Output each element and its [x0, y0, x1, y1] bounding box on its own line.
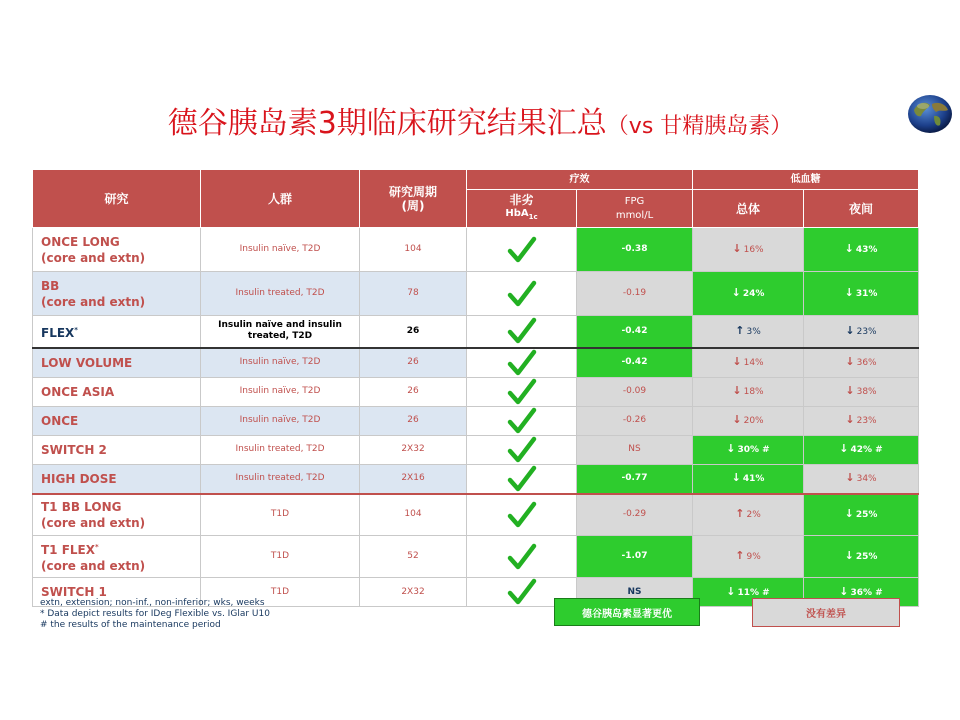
header-duration-line2: (周) — [401, 198, 425, 213]
population-cell — [201, 494, 360, 536]
study-name — [33, 536, 201, 578]
header-duration — [360, 170, 467, 228]
hypo-percent: 20% — [743, 416, 764, 426]
non-inferior-check — [467, 406, 577, 435]
study-name-text: SWITCH 2 — [41, 442, 107, 457]
header-non-inferior — [467, 190, 577, 228]
footnote-2: * Data depict results for IDeg Flexible vs. IGlar U10 — [40, 609, 270, 619]
hypo-percent: 41% — [742, 474, 765, 484]
slide-title — [0, 98, 960, 142]
hypo-percent: 16% — [743, 245, 764, 255]
non-inferior-check — [467, 348, 577, 378]
arrow-down-icon: ↓ — [844, 549, 854, 562]
fpg-value: -0.26 — [577, 406, 693, 435]
nocturnal-hypo-cell — [804, 228, 919, 272]
table-body — [33, 228, 919, 607]
header-hba1c-sub: 1c — [528, 213, 538, 221]
study-name — [33, 228, 201, 272]
population-text: T1D — [270, 586, 290, 597]
population-cell — [201, 406, 360, 435]
table-row — [33, 348, 919, 378]
arrow-down-icon: ↓ — [845, 384, 855, 397]
study-name — [33, 464, 201, 494]
arrow-down-icon: ↓ — [732, 413, 742, 426]
non-inferior-check — [467, 435, 577, 464]
population-text: Insulin naïve and insulin — [218, 320, 342, 331]
duration-weeks: 26 — [360, 348, 467, 378]
population-cell — [201, 536, 360, 578]
study-name-text: T1 FLEX — [41, 543, 96, 557]
hypo-percent: 36% — [856, 358, 877, 368]
study-name — [33, 377, 201, 406]
hypo-percent: 38% — [856, 387, 877, 397]
population-cell — [201, 377, 360, 406]
table-row — [33, 494, 919, 536]
overall-hypo-cell — [693, 228, 804, 272]
duration-weeks: 78 — [360, 272, 467, 316]
study-name — [33, 435, 201, 464]
population-cell — [201, 435, 360, 464]
nocturnal-hypo-cell — [804, 464, 919, 494]
hypo-percent: 25% — [855, 510, 878, 521]
hypo-percent: 25% — [855, 552, 878, 562]
arrow-down-icon: ↓ — [731, 471, 741, 484]
population-text-line2: treated, T2D — [247, 331, 313, 342]
study-footnote-marker: * — [74, 325, 78, 334]
arrow-down-icon: ↓ — [845, 355, 855, 368]
arrow-down-icon: ↓ — [731, 286, 741, 299]
arrow-down-icon: ↓ — [844, 242, 854, 255]
fpg-value: -0.29 — [577, 494, 693, 536]
header-hypoglycemia: 低血糖 — [693, 170, 919, 190]
hypo-percent: 11% # — [737, 587, 770, 598]
checkmark-icon — [467, 317, 576, 345]
checkmark-icon — [467, 236, 576, 264]
population-cell — [201, 464, 360, 494]
duration-weeks: 2X16 — [360, 464, 467, 494]
population-cell — [201, 316, 360, 348]
study-name-text: HIGH DOSE — [41, 471, 117, 486]
study-name-text: LOW VOLUME — [41, 355, 133, 370]
fpg-value: NS — [577, 578, 693, 607]
study-name-text: ONCE ASIA — [41, 384, 115, 399]
header-hba1c: HbA — [505, 208, 529, 219]
overall-hypo-cell — [693, 536, 804, 578]
header-fpg — [577, 190, 693, 228]
checkmark-icon — [467, 501, 576, 529]
population-text: Insulin naïve, T2D — [239, 244, 321, 254]
arrow-down-icon: ↓ — [732, 355, 742, 368]
non-inferior-check — [467, 228, 577, 272]
arrow-down-icon: ↓ — [732, 384, 742, 397]
non-inferior-check — [467, 494, 577, 536]
overall-hypo-cell — [693, 494, 804, 536]
arrow-down-icon: ↓ — [839, 584, 849, 598]
duration-weeks: 26 — [360, 377, 467, 406]
population-text: T1D — [270, 551, 290, 561]
study-subtitle: (core and extn) — [41, 294, 146, 309]
study-name-text: ONCE — [41, 413, 79, 428]
population-cell — [201, 272, 360, 316]
table-row — [33, 316, 919, 348]
legend-significant: 德谷胰岛素显著更优 — [554, 598, 700, 626]
globe-icon — [906, 92, 954, 134]
population-cell — [201, 348, 360, 378]
checkmark-icon — [467, 436, 576, 464]
arrow-down-icon: ↓ — [844, 507, 854, 521]
duration-weeks: 52 — [360, 536, 467, 578]
fpg-value: -0.38 — [577, 228, 693, 272]
table-row — [33, 536, 919, 578]
title-sub: （vs 甘精胰岛素） — [606, 114, 793, 139]
arrow-up-icon: ↑ — [735, 323, 745, 337]
hypo-percent: 42% # — [850, 445, 883, 455]
hypo-percent: 23% — [856, 416, 877, 426]
header-overall: 总体 — [693, 190, 804, 228]
hypo-percent: 43% — [855, 245, 878, 255]
arrow-down-icon: ↓ — [726, 584, 736, 598]
overall-hypo-cell — [693, 435, 804, 464]
nocturnal-hypo-cell — [804, 316, 919, 348]
hypo-percent: 2% — [746, 510, 761, 521]
duration-weeks: 2X32 — [360, 578, 467, 607]
nocturnal-hypo-cell — [804, 536, 919, 578]
arrow-down-icon: ↓ — [845, 471, 855, 484]
overall-hypo-cell — [693, 316, 804, 348]
header-fpg-line2: mmol/L — [615, 209, 654, 221]
header-study: 研究 — [33, 170, 201, 228]
footnote-3: # the results of the maintenance period — [40, 620, 221, 630]
arrow-down-icon: ↓ — [732, 242, 742, 255]
overall-hypo-cell — [693, 406, 804, 435]
non-inferior-check — [467, 536, 577, 578]
fpg-value: -0.19 — [577, 272, 693, 316]
duration-weeks: 104 — [360, 494, 467, 536]
study-footnote-marker: * — [95, 543, 99, 551]
population-text: Insulin treated, T2D — [235, 473, 325, 483]
nocturnal-hypo-cell — [804, 377, 919, 406]
arrow-down-icon: ↓ — [839, 442, 849, 455]
duration-weeks: 2X32 — [360, 435, 467, 464]
arrow-up-icon: ↑ — [735, 549, 745, 562]
population-text: Insulin naïve, T2D — [239, 386, 321, 396]
study-name-text: BB — [41, 278, 60, 293]
results-table — [32, 169, 919, 607]
study-name — [33, 494, 201, 536]
table-row — [33, 435, 919, 464]
hypo-percent: 24% — [742, 289, 765, 299]
fpg-value: -0.77 — [577, 464, 693, 494]
header-fpg-line1: FPG — [624, 195, 645, 207]
study-subtitle: (core and extn) — [41, 250, 146, 265]
study-name-text: ONCE LONG — [41, 234, 120, 249]
non-inferior-check — [467, 377, 577, 406]
fpg-value: -1.07 — [577, 536, 693, 578]
fpg-value: -0.42 — [577, 348, 693, 378]
checkmark-icon — [467, 280, 576, 308]
footnote-1: extn, extension; non-inf., non-inferior; wks, weeks — [40, 598, 265, 608]
nocturnal-hypo-cell — [804, 348, 919, 378]
duration-weeks: 26 — [360, 316, 467, 348]
hypo-percent: 9% — [746, 552, 761, 562]
overall-hypo-cell — [693, 348, 804, 378]
arrow-up-icon: ↑ — [735, 507, 745, 521]
title-main: 德谷胰岛素3期临床研究结果汇总 — [167, 106, 607, 141]
checkmark-icon — [467, 349, 576, 377]
duration-weeks: 26 — [360, 406, 467, 435]
study-name — [33, 272, 201, 316]
checkmark-icon — [467, 378, 576, 406]
hypo-percent: 14% — [743, 358, 764, 368]
checkmark-icon — [467, 407, 576, 435]
non-inferior-check — [467, 464, 577, 494]
checkmark-icon — [467, 465, 576, 493]
population-text: T1D — [270, 509, 290, 520]
overall-hypo-cell — [693, 272, 804, 316]
fpg-value: NS — [577, 435, 693, 464]
header-nocturnal: 夜间 — [804, 190, 919, 228]
table-row — [33, 377, 919, 406]
hypo-percent: 18% — [743, 387, 764, 397]
study-name — [33, 348, 201, 378]
header-population: 人群 — [201, 170, 360, 228]
hypo-percent: 23% — [856, 326, 877, 337]
population-text: Insulin treated, T2D — [235, 288, 325, 298]
overall-hypo-cell — [693, 377, 804, 406]
header-duration-line1: 研究周期 — [388, 184, 437, 199]
legend-no-difference: 没有差异 — [752, 598, 900, 627]
table-row — [33, 228, 919, 272]
table-row — [33, 406, 919, 435]
header-efficacy: 疗效 — [467, 170, 693, 190]
hypo-percent: 30% # — [737, 445, 770, 455]
table-row — [33, 272, 919, 316]
fpg-value: -0.09 — [577, 377, 693, 406]
study-name — [33, 406, 201, 435]
nocturnal-hypo-cell — [804, 272, 919, 316]
arrow-down-icon: ↓ — [845, 323, 855, 337]
arrow-down-icon: ↓ — [726, 442, 736, 455]
population-text: Insulin naïve, T2D — [239, 415, 321, 425]
population-text: Insulin naïve, T2D — [239, 357, 321, 367]
study-name-text: T1 BB LONG — [41, 499, 122, 514]
nocturnal-hypo-cell — [804, 406, 919, 435]
nocturnal-hypo-cell — [804, 494, 919, 536]
checkmark-icon — [467, 543, 576, 571]
hypo-percent: 34% — [856, 474, 877, 484]
overall-hypo-cell — [693, 464, 804, 494]
duration-weeks: 104 — [360, 228, 467, 272]
non-inferior-check — [467, 272, 577, 316]
study-name-text: SWITCH 1 — [41, 585, 107, 599]
study-name — [33, 316, 201, 348]
arrow-down-icon: ↓ — [845, 413, 855, 426]
arrow-down-icon: ↓ — [844, 286, 854, 299]
population-cell — [201, 228, 360, 272]
study-name-text: FLEX — [41, 325, 75, 340]
hypo-percent: 31% — [855, 289, 878, 299]
non-inferior-check — [467, 316, 577, 348]
nocturnal-hypo-cell — [804, 435, 919, 464]
hypo-percent: 3% — [746, 326, 761, 337]
table-row — [33, 464, 919, 494]
hypo-percent: 36% # — [850, 587, 883, 598]
header-non-inferior-label: 非劣 — [509, 193, 534, 207]
study-subtitle: (core and extn) — [41, 515, 146, 530]
fpg-value: -0.42 — [577, 316, 693, 348]
footnotes — [40, 598, 270, 631]
population-text: Insulin treated, T2D — [235, 444, 325, 454]
study-subtitle: (core and extn) — [41, 559, 146, 573]
